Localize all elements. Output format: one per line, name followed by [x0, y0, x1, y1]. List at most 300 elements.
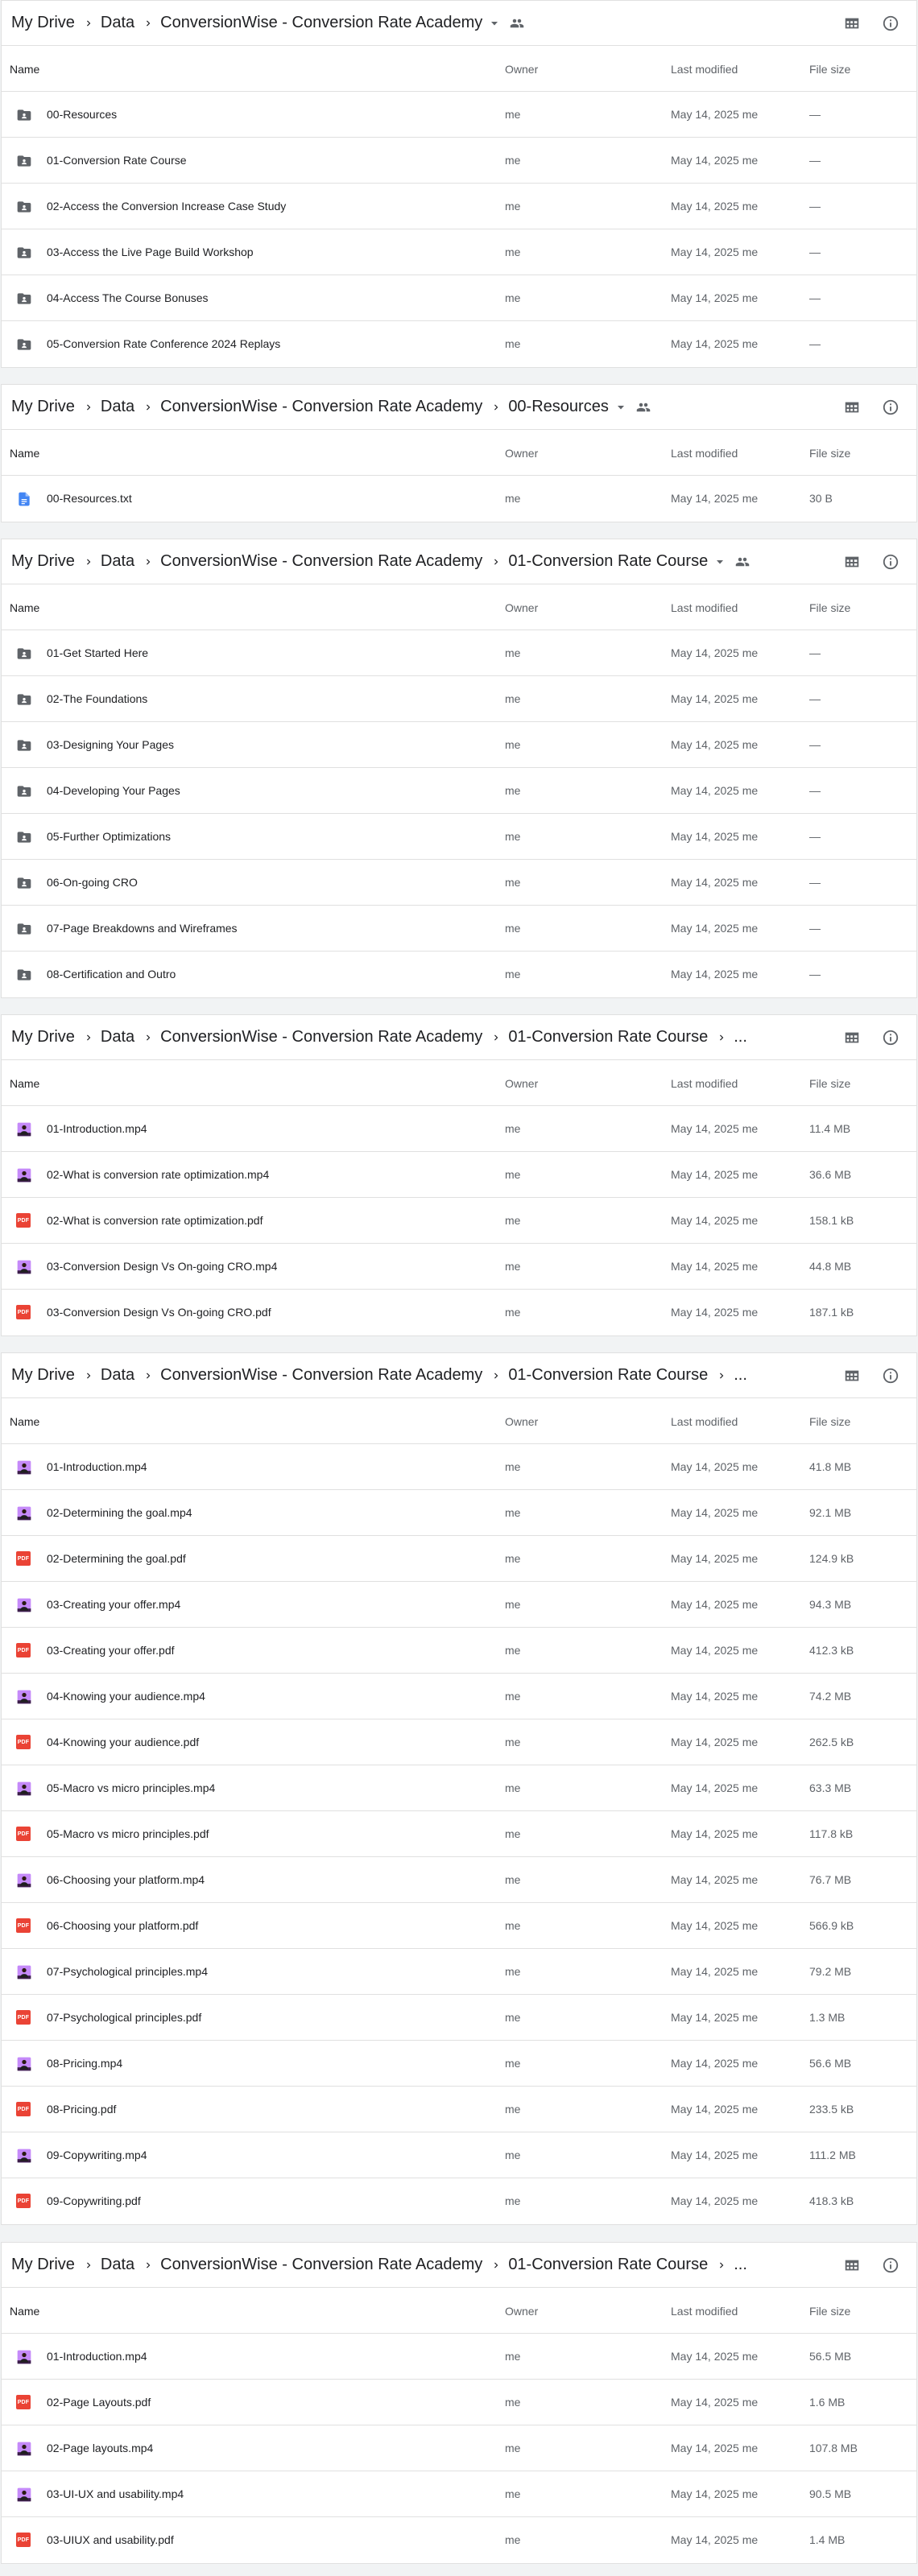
file-size: 187.1 kB	[809, 1306, 854, 1319]
shared-people-icon	[510, 16, 524, 31]
column-name-header[interactable]: Name	[10, 601, 40, 614]
file-size: 117.8 kB	[809, 1827, 854, 1840]
file-size: —	[809, 738, 821, 751]
breadcrumb-item[interactable]: 00-Resources	[508, 398, 609, 415]
pdf-badge-label: PDF	[16, 1643, 31, 1657]
pdf-icon	[16, 1213, 32, 1229]
pdf-badge-label: PDF	[16, 1827, 31, 1841]
table-row[interactable]	[2, 476, 916, 522]
file-name: 09-Copywriting.mp4	[47, 2149, 147, 2161]
pdf-icon	[16, 2010, 32, 2026]
chevron-right-icon	[490, 1032, 502, 1043]
breadcrumb-item[interactable]: Data	[100, 552, 135, 570]
breadcrumb-item[interactable]: 01-Conversion Rate Course	[508, 1366, 709, 1384]
shared-folder-icon	[16, 199, 32, 215]
table-row[interactable]	[2, 1719, 916, 1765]
file-modified: May 14, 2025 me	[671, 492, 759, 505]
file-owner: me	[505, 784, 521, 797]
column-header-row	[2, 1060, 916, 1106]
file-modified: May 14, 2025 me	[671, 2442, 759, 2454]
file-size: —	[809, 784, 821, 797]
chevron-right-icon	[716, 1370, 727, 1381]
table-row[interactable]	[2, 2132, 916, 2178]
table-row[interactable]	[2, 1674, 916, 1719]
table-row[interactable]	[2, 1444, 916, 1490]
shared-folder-icon	[16, 875, 32, 891]
file-owner: me	[505, 2442, 521, 2454]
file-modified: May 14, 2025 me	[671, 692, 759, 705]
info-icon[interactable]	[881, 398, 900, 417]
file-name: 02-Determining the goal.mp4	[47, 1506, 192, 1519]
breadcrumb-item[interactable]: ConversionWise - Conversion Rate Academy	[160, 1366, 483, 1384]
file-name: 05-Macro vs micro principles.mp4	[47, 1781, 216, 1794]
file-size: 262.5 kB	[809, 1736, 854, 1748]
file-modified: May 14, 2025 me	[671, 2149, 759, 2161]
breadcrumb-overflow[interactable]: ...	[734, 1028, 747, 1046]
table-row[interactable]	[2, 1198, 916, 1244]
video-thumbnail-icon	[16, 1964, 32, 1980]
file-owner: me	[505, 200, 521, 213]
file-size: 94.3 MB	[809, 1598, 852, 1611]
file-name: 04-Knowing your audience.pdf	[47, 1736, 200, 1748]
table-row[interactable]	[2, 2178, 916, 2224]
file-name: 05-Macro vs micro principles.pdf	[47, 1827, 209, 1840]
pdf-badge-label: PDF	[16, 1213, 31, 1228]
grid-view-icon[interactable]	[842, 1366, 862, 1385]
file-name: 02-What is conversion rate optimization.pdf	[47, 1214, 263, 1227]
file-modified: May 14, 2025 me	[671, 1965, 759, 1978]
table-row[interactable]	[2, 1152, 916, 1198]
chevron-right-icon	[83, 2260, 94, 2271]
video-thumbnail-icon	[16, 1781, 32, 1797]
file-size: 76.7 MB	[809, 1873, 852, 1886]
column-modified-header[interactable]: Last modified	[671, 447, 738, 460]
table-row[interactable]	[2, 2087, 916, 2132]
pdf-icon	[16, 1735, 32, 1751]
file-size: 41.8 MB	[809, 1460, 852, 1473]
table-row[interactable]	[2, 275, 916, 321]
file-size: 74.2 MB	[809, 1690, 852, 1703]
file-name: 01-Get Started Here	[47, 646, 149, 659]
folder-listing-panel	[1, 539, 917, 998]
file-size: 79.2 MB	[809, 1965, 852, 1978]
file-size: 30 B	[809, 492, 833, 505]
table-row[interactable]	[2, 1995, 916, 2041]
chevron-right-icon	[143, 1032, 154, 1043]
file-owner: me	[505, 2149, 521, 2161]
file-owner: me	[505, 1827, 521, 1840]
file-modified: May 14, 2025 me	[671, 154, 759, 167]
shared-people-icon	[735, 555, 750, 569]
info-icon[interactable]	[881, 1366, 900, 1385]
file-size: 63.3 MB	[809, 1781, 852, 1794]
table-row[interactable]	[2, 2471, 916, 2517]
video-thumbnail-icon	[16, 1459, 32, 1476]
file-modified: May 14, 2025 me	[671, 2533, 759, 2546]
table-row[interactable]	[2, 138, 916, 184]
file-modified: May 14, 2025 me	[671, 200, 759, 213]
grid-view-icon[interactable]	[842, 1028, 862, 1047]
file-modified: May 14, 2025 me	[671, 1306, 759, 1319]
table-row[interactable]	[2, 1857, 916, 1903]
video-thumbnail-icon	[16, 2056, 32, 2072]
file-owner: me	[505, 738, 521, 751]
file-owner: me	[505, 337, 521, 350]
file-owner: me	[505, 2487, 521, 2500]
chevron-right-icon	[143, 556, 154, 568]
column-name-header[interactable]: Name	[10, 447, 40, 460]
video-thumbnail-icon	[16, 1689, 32, 1705]
file-size: 107.8 MB	[809, 2442, 858, 2454]
file-name: 03-Conversion Design Vs On-going CRO.mp4	[47, 1260, 278, 1273]
pdf-badge-label: PDF	[16, 2533, 31, 2547]
folder-listing-panel	[1, 0, 917, 368]
file-owner: me	[505, 646, 521, 659]
file-modified: May 14, 2025 me	[671, 1736, 759, 1748]
file-owner: me	[505, 692, 521, 705]
breadcrumb-item[interactable]: Data	[100, 2256, 135, 2273]
file-owner: me	[505, 1736, 521, 1748]
file-name: 04-Access The Course Bonuses	[47, 291, 209, 304]
file-name: 00-Resources.txt	[47, 492, 132, 505]
table-row[interactable]	[2, 321, 916, 367]
table-row[interactable]	[2, 2380, 916, 2425]
pdf-icon	[16, 2395, 32, 2411]
grid-view-icon[interactable]	[842, 398, 862, 417]
column-header-row	[2, 1398, 916, 1444]
column-size-header[interactable]: File size	[809, 1077, 851, 1090]
file-name: 03-Creating your offer.mp4	[47, 1598, 181, 1611]
file-owner: me	[505, 2011, 521, 2024]
file-size: 1.6 MB	[809, 2396, 846, 2409]
table-row[interactable]	[2, 860, 916, 906]
file-modified: May 14, 2025 me	[671, 968, 759, 980]
file-owner: me	[505, 1552, 521, 1565]
breadcrumb-item[interactable]: My Drive	[11, 398, 75, 415]
file-size: 1.4 MB	[809, 2533, 846, 2546]
pdf-badge-label: PDF	[16, 1305, 31, 1319]
column-size-header[interactable]: File size	[809, 447, 851, 460]
file-name: 01-Conversion Rate Course	[47, 154, 187, 167]
file-owner: me	[505, 968, 521, 980]
caret-down-icon[interactable]	[617, 403, 625, 411]
column-header-row	[2, 430, 916, 476]
video-thumbnail-icon	[16, 1121, 32, 1137]
breadcrumb-item[interactable]: Data	[100, 1028, 135, 1046]
shared-people-icon	[636, 400, 651, 415]
column-size-header[interactable]: File size	[809, 601, 851, 614]
file-size: 56.5 MB	[809, 2350, 852, 2363]
breadcrumb-item[interactable]: My Drive	[11, 1028, 75, 1046]
table-row[interactable]	[2, 1582, 916, 1628]
breadcrumb	[10, 552, 750, 571]
breadcrumb-overflow[interactable]: ...	[734, 2256, 747, 2273]
file-modified: May 14, 2025 me	[671, 337, 759, 350]
file-name: 03-Conversion Design Vs On-going CRO.pdf	[47, 1306, 271, 1319]
file-owner: me	[505, 1506, 521, 1519]
file-name: 08-Pricing.pdf	[47, 2103, 117, 2116]
chevron-right-icon	[143, 402, 154, 413]
breadcrumb-item[interactable]: ConversionWise - Conversion Rate Academy	[160, 14, 483, 31]
breadcrumb-overflow[interactable]: ...	[734, 1366, 747, 1384]
file-modified: May 14, 2025 me	[671, 1552, 759, 1565]
file-name: 00-Resources	[47, 108, 118, 121]
file-size: —	[809, 246, 821, 258]
file-modified: May 14, 2025 me	[671, 246, 759, 258]
breadcrumb-item[interactable]: Data	[100, 398, 135, 415]
file-size: —	[809, 968, 821, 980]
file-modified: May 14, 2025 me	[671, 922, 759, 935]
video-thumbnail-icon	[16, 2349, 32, 2365]
file-owner: me	[505, 1214, 521, 1227]
file-size: 111.2 MB	[809, 2149, 856, 2161]
file-owner: me	[505, 1644, 521, 1657]
table-row[interactable]	[2, 229, 916, 275]
chevron-right-icon	[716, 1032, 727, 1043]
file-name: 06-On-going CRO	[47, 876, 138, 889]
info-icon[interactable]	[881, 552, 900, 572]
shared-folder-icon	[16, 245, 32, 261]
file-size: 11.4 MB	[809, 1122, 851, 1135]
column-owner-header: Owner	[505, 1077, 539, 1090]
column-modified-header[interactable]: Last modified	[671, 1077, 738, 1090]
table-row[interactable]	[2, 1244, 916, 1290]
file-modified: May 14, 2025 me	[671, 1644, 759, 1657]
table-row[interactable]	[2, 676, 916, 722]
table-row[interactable]	[2, 630, 916, 676]
file-size: 56.6 MB	[809, 2057, 852, 2070]
file-name: 02-Page layouts.mp4	[47, 2442, 154, 2454]
breadcrumb-item[interactable]: My Drive	[11, 1366, 75, 1384]
file-owner: me	[505, 1873, 521, 1886]
file-modified: May 14, 2025 me	[671, 1827, 759, 1840]
folder-listing-panel	[1, 2242, 917, 2564]
column-owner-header: Owner	[505, 63, 539, 76]
file-owner: me	[505, 1919, 521, 1932]
file-name: 02-What is conversion rate optimization.mp4	[47, 1168, 270, 1181]
pdf-icon	[16, 1643, 32, 1659]
column-modified-header[interactable]: Last modified	[671, 601, 738, 614]
breadcrumb-item[interactable]: ConversionWise - Conversion Rate Academy	[160, 398, 483, 415]
file-name: 03-Designing Your Pages	[47, 738, 175, 751]
breadcrumb-item[interactable]: ConversionWise - Conversion Rate Academy	[160, 552, 483, 570]
column-name-header[interactable]: Name	[10, 2305, 40, 2318]
file-modified: May 14, 2025 me	[671, 1168, 759, 1181]
file-name: 01-Introduction.mp4	[47, 1460, 147, 1473]
column-header-row	[2, 2288, 916, 2334]
chevron-right-icon	[83, 1370, 94, 1381]
file-size: 44.8 MB	[809, 1260, 852, 1273]
file-size: —	[809, 108, 821, 121]
breadcrumb-item[interactable]: Data	[100, 1366, 135, 1384]
video-thumbnail-icon	[16, 1259, 32, 1275]
caret-down-icon[interactable]	[716, 558, 724, 566]
file-owner: me	[505, 2057, 521, 2070]
file-size: —	[809, 154, 821, 167]
breadcrumb-item[interactable]: ConversionWise - Conversion Rate Academy	[160, 1028, 483, 1046]
chevron-right-icon	[490, 1370, 502, 1381]
file-owner: me	[505, 291, 521, 304]
shared-folder-icon	[16, 291, 32, 307]
file-modified: May 14, 2025 me	[671, 830, 759, 843]
breadcrumb-item[interactable]: 01-Conversion Rate Course	[508, 2256, 709, 2273]
file-modified: May 14, 2025 me	[671, 1506, 759, 1519]
pdf-icon	[16, 2533, 32, 2549]
file-modified: May 14, 2025 me	[671, 2057, 759, 2070]
panel-header	[2, 1353, 916, 1398]
file-owner: me	[505, 154, 521, 167]
column-size-header[interactable]: File size	[809, 1415, 851, 1428]
column-name-header[interactable]: Name	[10, 1415, 40, 1428]
breadcrumb-item[interactable]: 01-Conversion Rate Course	[508, 552, 709, 570]
file-owner: me	[505, 1306, 521, 1319]
file-size: —	[809, 830, 821, 843]
table-row[interactable]	[2, 722, 916, 768]
pdf-icon	[16, 1305, 32, 1321]
info-icon[interactable]	[881, 1028, 900, 1047]
table-row[interactable]	[2, 1106, 916, 1152]
file-modified: May 14, 2025 me	[671, 1919, 759, 1932]
pdf-badge-label: PDF	[16, 1918, 31, 1933]
column-size-header[interactable]: File size	[809, 2305, 851, 2318]
file-size: 412.3 kB	[809, 1644, 854, 1657]
file-size: —	[809, 337, 821, 350]
breadcrumb	[10, 398, 651, 416]
shared-folder-icon	[16, 737, 32, 753]
file-name: 07-Psychological principles.pdf	[47, 2011, 202, 2024]
column-name-header[interactable]: Name	[10, 63, 40, 76]
table-row[interactable]	[2, 906, 916, 952]
pdf-icon	[16, 2102, 32, 2118]
breadcrumb-item[interactable]: 01-Conversion Rate Course	[508, 1028, 709, 1046]
column-size-header[interactable]: File size	[809, 63, 851, 76]
file-owner: me	[505, 876, 521, 889]
file-size: 90.5 MB	[809, 2487, 852, 2500]
breadcrumb-item[interactable]: My Drive	[11, 552, 75, 570]
breadcrumb-item[interactable]: ConversionWise - Conversion Rate Academy	[160, 2256, 483, 2273]
file-name: 03-UIUX and usability.pdf	[47, 2533, 174, 2546]
grid-view-icon[interactable]	[842, 14, 862, 33]
file-modified: May 14, 2025 me	[671, 1460, 759, 1473]
table-row[interactable]	[2, 1490, 916, 1536]
panel-header	[2, 539, 916, 584]
file-size: —	[809, 291, 821, 304]
file-size: —	[809, 922, 821, 935]
shared-folder-icon	[16, 921, 32, 937]
breadcrumb-item[interactable]: My Drive	[11, 2256, 75, 2273]
chevron-right-icon	[490, 402, 502, 413]
shared-folder-icon	[16, 829, 32, 845]
table-row[interactable]	[2, 1903, 916, 1949]
panel-header	[2, 1015, 916, 1060]
file-name: 05-Conversion Rate Conference 2024 Replays	[47, 337, 281, 350]
chevron-right-icon	[83, 1032, 94, 1043]
column-header-row	[2, 584, 916, 630]
table-row[interactable]	[2, 1765, 916, 1811]
chevron-right-icon	[490, 2260, 502, 2271]
file-modified: May 14, 2025 me	[671, 2350, 759, 2363]
info-icon[interactable]	[881, 14, 900, 33]
table-row[interactable]	[2, 92, 916, 138]
file-owner: me	[505, 1690, 521, 1703]
table-row[interactable]	[2, 814, 916, 860]
file-modified: May 14, 2025 me	[671, 784, 759, 797]
table-row[interactable]	[2, 2041, 916, 2087]
breadcrumb-item[interactable]: Data	[100, 14, 135, 31]
table-row[interactable]	[2, 1290, 916, 1335]
column-modified-header[interactable]: Last modified	[671, 63, 738, 76]
file-owner: me	[505, 1460, 521, 1473]
file-name: 06-Choosing your platform.pdf	[47, 1919, 199, 1932]
file-modified: May 14, 2025 me	[671, 1214, 759, 1227]
breadcrumb-item[interactable]: My Drive	[11, 14, 75, 31]
file-size: 124.9 kB	[809, 1552, 854, 1565]
file-modified: May 14, 2025 me	[671, 738, 759, 751]
table-row[interactable]	[2, 2425, 916, 2471]
table-row[interactable]	[2, 2334, 916, 2380]
grid-view-icon[interactable]	[842, 552, 862, 572]
breadcrumb	[10, 2256, 749, 2274]
file-modified: May 14, 2025 me	[671, 2011, 759, 2024]
file-name: 07-Psychological principles.mp4	[47, 1965, 208, 1978]
pdf-badge-label: PDF	[16, 1735, 31, 1749]
table-row[interactable]	[2, 1949, 916, 1995]
column-owner-header: Owner	[505, 601, 539, 614]
file-owner: me	[505, 922, 521, 935]
file-owner: me	[505, 2194, 521, 2207]
pdf-badge-label: PDF	[16, 2395, 31, 2409]
file-modified: May 14, 2025 me	[671, 1260, 759, 1273]
column-name-header[interactable]: Name	[10, 1077, 40, 1090]
caret-down-icon[interactable]	[490, 19, 498, 27]
pdf-badge-label: PDF	[16, 1551, 31, 1566]
video-thumbnail-icon	[16, 2487, 32, 2503]
file-size: 233.5 kB	[809, 2103, 854, 2116]
column-header-row	[2, 46, 916, 92]
file-size: —	[809, 692, 821, 705]
file-modified: May 14, 2025 me	[671, 108, 759, 121]
table-row[interactable]	[2, 1811, 916, 1857]
video-thumbnail-icon	[16, 1167, 32, 1183]
table-row[interactable]	[2, 952, 916, 997]
document-icon	[16, 491, 32, 507]
video-thumbnail-icon	[16, 1597, 32, 1613]
file-modified: May 14, 2025 me	[671, 1598, 759, 1611]
file-size: 566.9 kB	[809, 1919, 854, 1932]
file-modified: May 14, 2025 me	[671, 646, 759, 659]
grid-view-icon[interactable]	[842, 2256, 862, 2275]
file-modified: May 14, 2025 me	[671, 291, 759, 304]
file-owner: me	[505, 1965, 521, 1978]
table-row[interactable]	[2, 1628, 916, 1674]
table-row[interactable]	[2, 2517, 916, 2563]
file-size: 418.3 kB	[809, 2194, 854, 2207]
column-modified-header[interactable]: Last modified	[671, 1415, 738, 1428]
column-modified-header[interactable]: Last modified	[671, 2305, 738, 2318]
chevron-right-icon	[143, 1370, 154, 1381]
file-owner: me	[505, 1122, 521, 1135]
chevron-right-icon	[143, 18, 154, 29]
folder-listing-panel	[1, 1014, 917, 1336]
folder-listing-panel	[1, 384, 917, 522]
table-row[interactable]	[2, 768, 916, 814]
table-row[interactable]	[2, 184, 916, 229]
table-row[interactable]	[2, 1536, 916, 1582]
video-thumbnail-icon	[16, 1872, 32, 1889]
file-name: 03-Access the Live Page Build Workshop	[47, 246, 254, 258]
panel-header	[2, 1, 916, 46]
info-icon[interactable]	[881, 2256, 900, 2275]
